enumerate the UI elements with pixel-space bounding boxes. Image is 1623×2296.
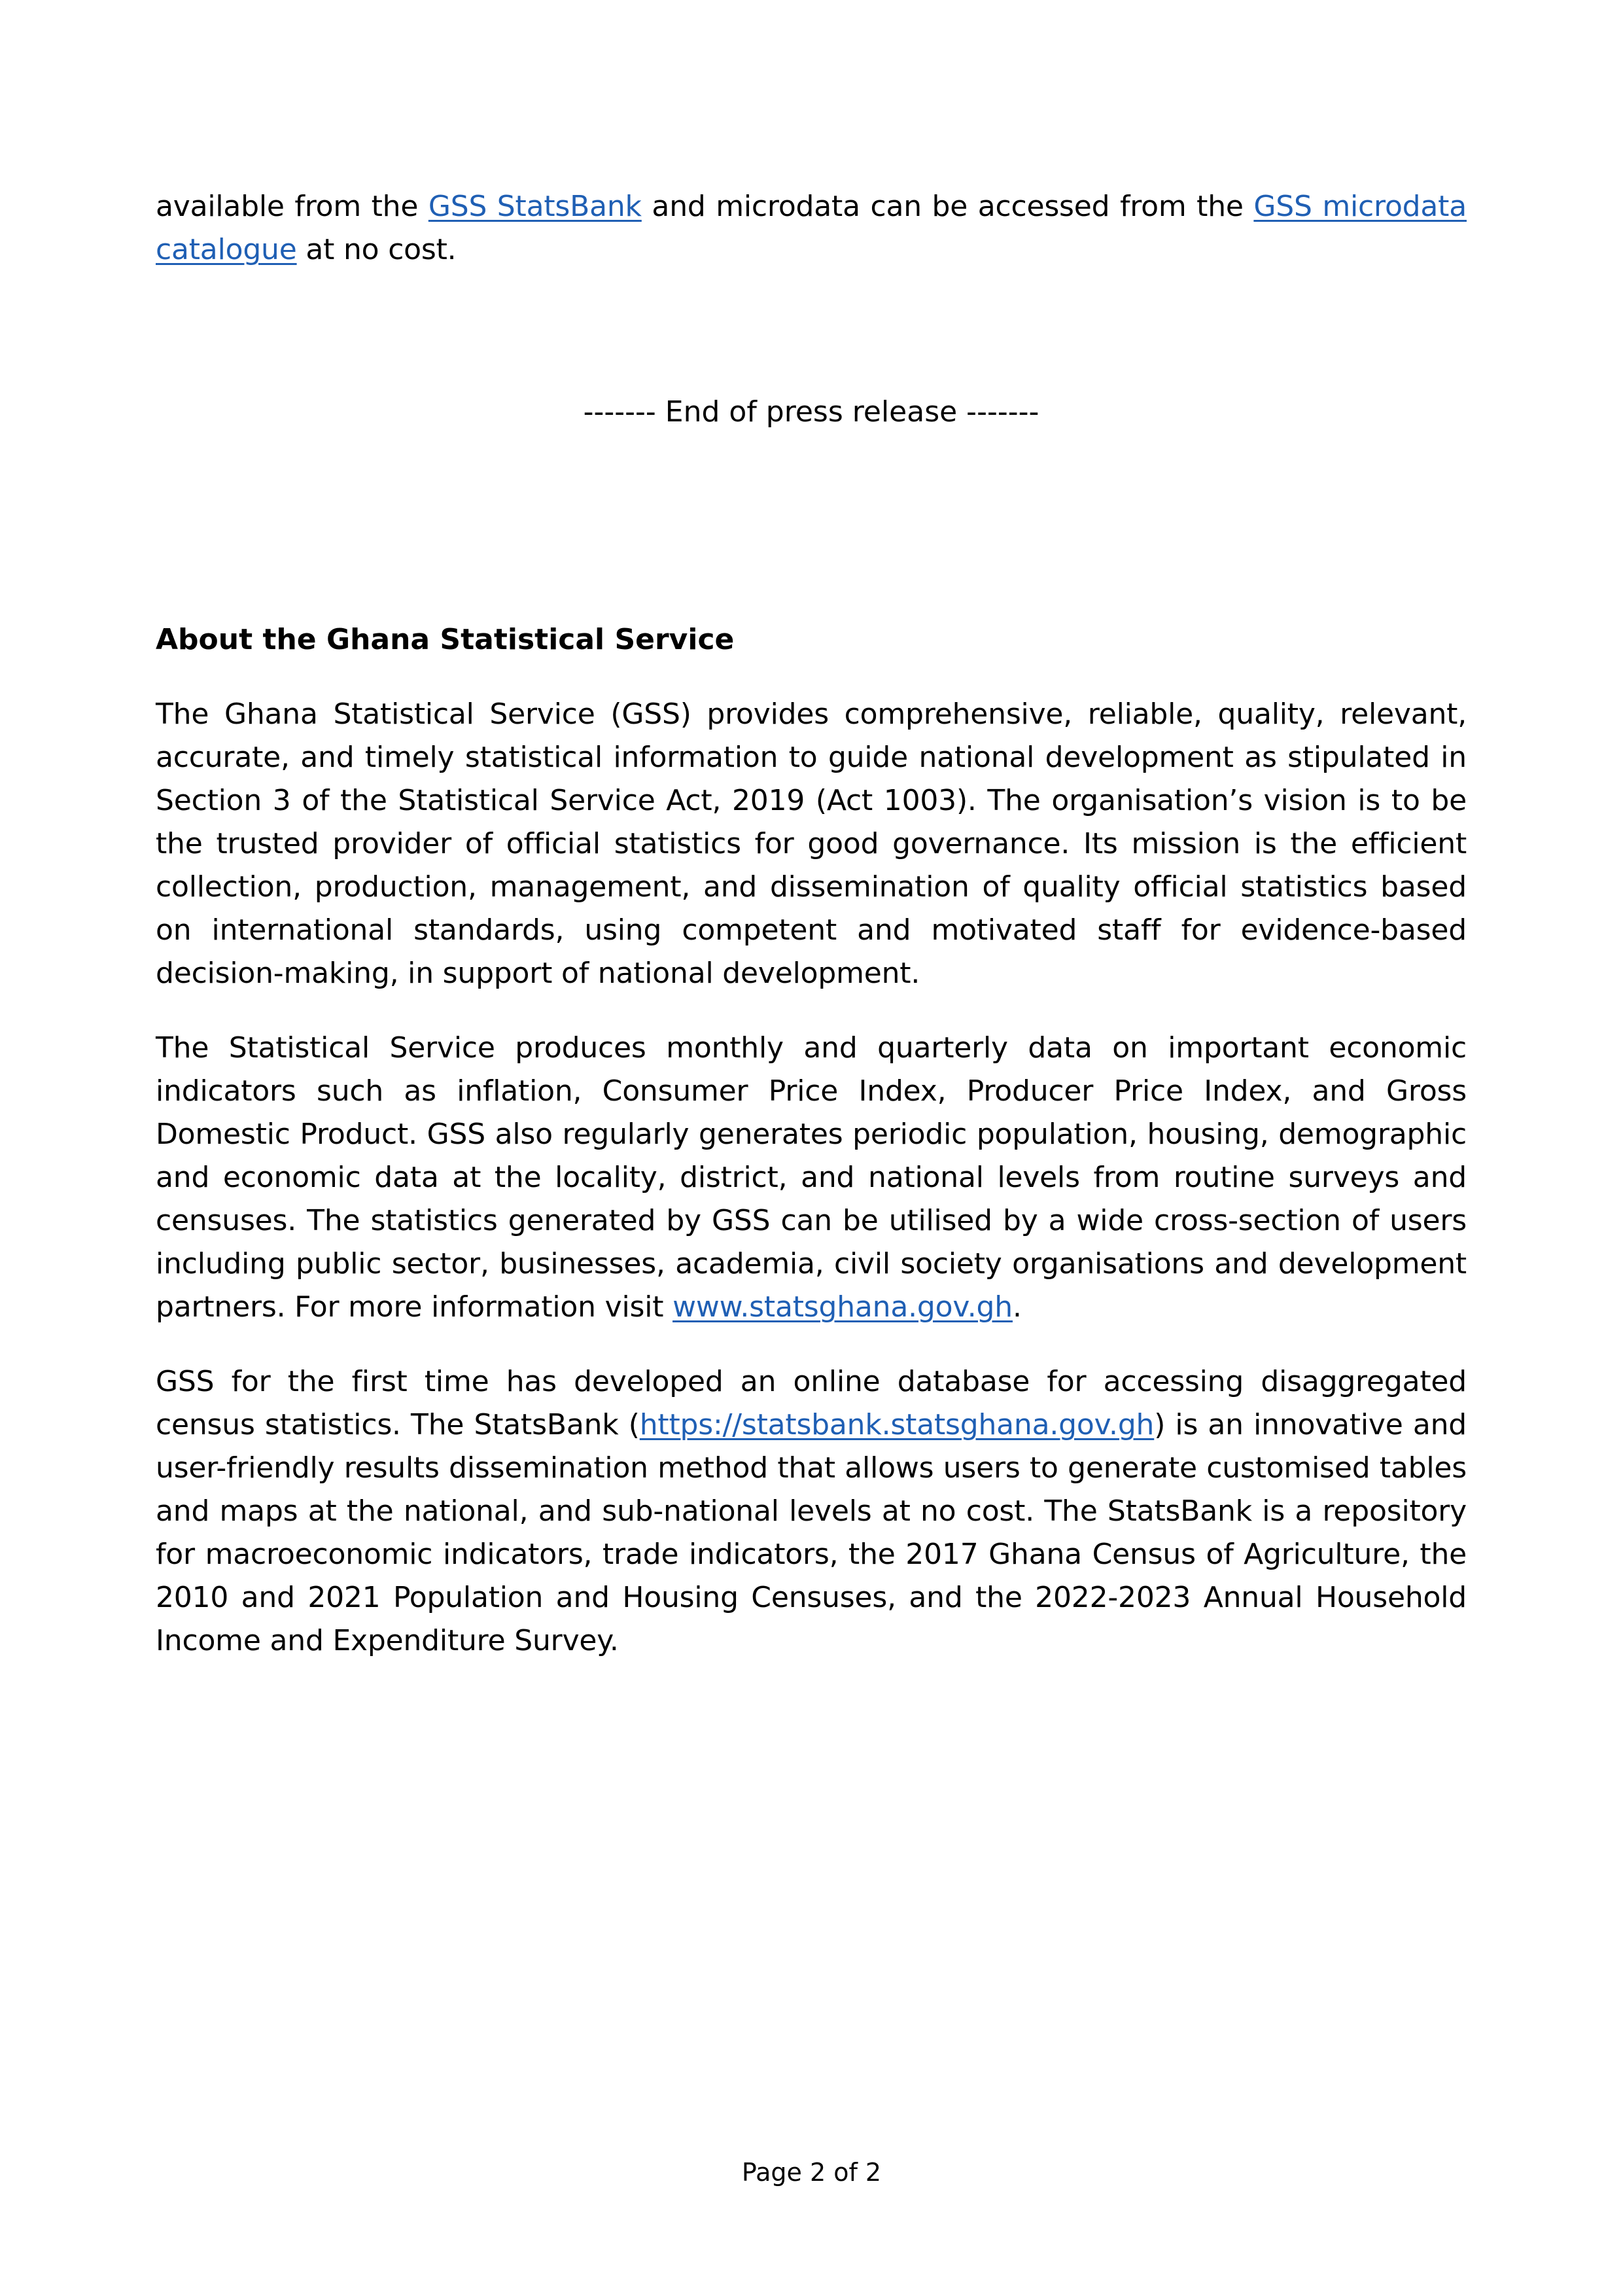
gss-microdata-catalogue-link[interactable]: GSS microdata catalogue [156,190,1467,266]
about-paragraph-2-text: The Statistical Service produces monthly and quarterly data on important economic indicators such as inflation, Consumer Price Index, Producer Price Index, and Gross Domestic Product. GSS also regularly generates periodic population, housing, demographic and economic data at the locality, district, and national levels from routine surveys and censuses. The statistics generated by GSS can be utilised by a wide cross-section of users including public sector, businesses, academia, civil society organisations and development partners. For more information visit [156,1031,1467,1324]
gss-statsbank-link[interactable]: GSS StatsBank [428,190,642,223]
about-paragraph-1: The Ghana Statistical Service (GSS) provides comprehensive, reliable, quality, relevant, accurate, and timely statistical information to guide national development as stipulated in Section 3 of the Statistical Service Act, 2019 (Act 1003). The organisation’s vision is to be the trusted provider of official statistics for good governance. Its mission is the efficient collection, production, management, and dissemination of quality official statistics based on international standards, using competent and motivated staff for evidence-based decision-making, in support of national development. [156,698,1467,990]
about-section [156,618,1467,1694]
end-of-press-release: ------- End of press release ------- [583,395,1039,429]
intro-paragraph [156,185,1467,272]
about-paragraph-2-end: . [1012,1290,1022,1324]
about-paragraph-3 [156,1360,1467,1663]
about-heading: About the Ghana Statistical Service [156,623,735,656]
about-paragraph-2 [156,1027,1467,1329]
intro-text-1: available from the [156,190,428,223]
about-paragraph-3-text-1: GSS for the first time has developed an online database for accessing disaggregated census statistics. The StatsBank ( [156,1365,1467,1441]
intro-text-3: at no cost. [296,233,457,266]
about-paragraph-3-text-2: ) is an innovative and user-friendly results dissemination method that allows users to generate customised tables and maps at the national, and sub-national levels at no cost. The StatsBank is a repository for macroeconomic indicators, trade indicators, the 2017 Ghana Census of Agriculture, the 2010 and 2021 Population and Housing Censuses, and the 2022-2023 Annual Household Income and Expenditure Survey. [156,1408,1467,1657]
statsghana-website-link[interactable]: www.statsghana.gov.gh [672,1290,1013,1324]
intro-section [156,185,1467,272]
intro-text-2: and microdata can be accessed from the [641,190,1254,223]
page-number: Page 2 of 2 [741,2158,882,2187]
statsbank-url-link[interactable]: https://statsbank.statsghana.gov.gh [639,1408,1155,1441]
